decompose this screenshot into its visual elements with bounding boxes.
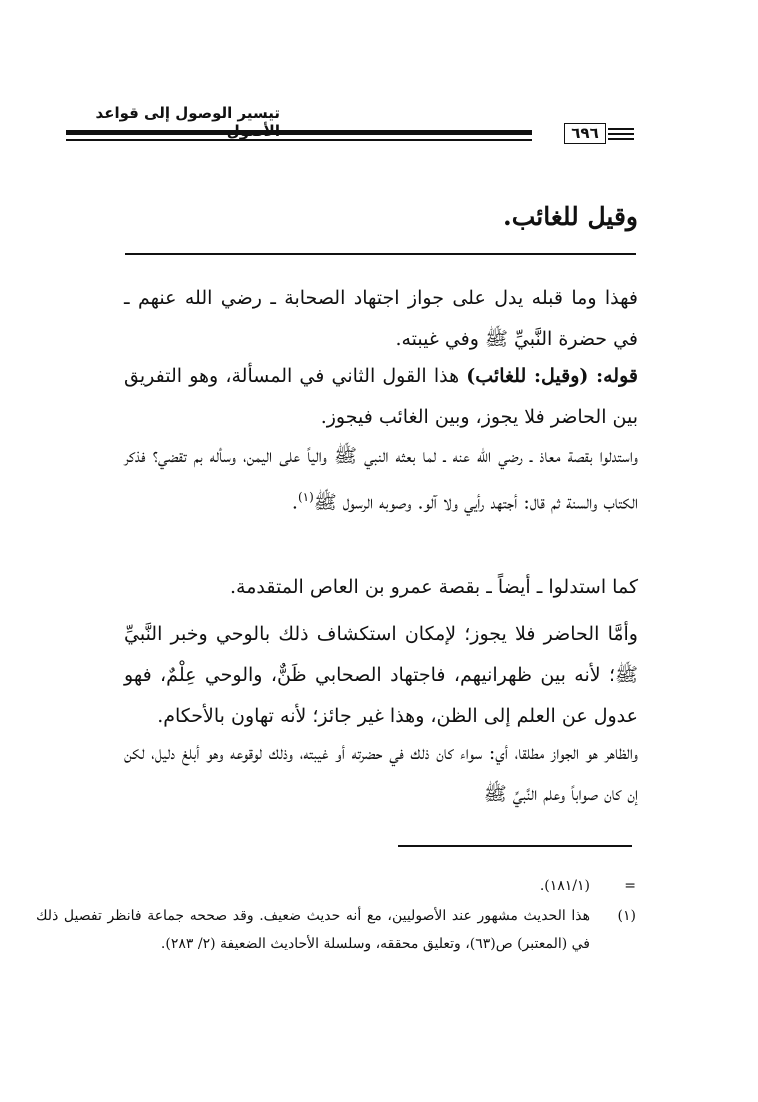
footnote-continuation-text: (١٨١/١). [539,878,590,894]
paragraph-6 [124,733,638,815]
header-rule-thick [66,130,532,135]
page-number-bar-bottom [608,138,634,140]
paragraph-5-text: وأمَّا الحاضر فلا يجوز؛ لإمكان استكشاف ذلك بالوحي وخبر النَّبيِّ ﷺ؛ لأنه بين ظهرانيهم، فاجتهاد الصحابي ظَنٌّ، والوحي عِلْمٌ، فهو عدول عن العلم إلى الظن، وهذا غير جائز؛ لأنه تهاون بالأحكام. [124,623,638,727]
paragraph-4-text: كما استدلوا ـ أيضاً ـ بقصة عمرو بن العاص المتقدمة. [230,576,638,598]
footnote-continuation [36,872,636,900]
matn-separator-rule [125,253,636,255]
paragraph-3-text: واستدلوا بقصة معاذ ـ رضي الله عنه ـ لما بعثه النبي ﷺ والياً على اليمن، وسأله بم تقضي؟ فذكر الكتاب والسنة ثم قال: أجتهد رأيي ولا آلو. وصوبه الرسول ﷺ [124,445,638,514]
footnote-marker: (١) [297,490,314,504]
page-number-bar-middle [608,133,634,135]
paragraph-4 [124,567,638,608]
footnote-continuation-mark: = [624,878,636,894]
paragraph-5 [124,614,638,737]
paragraph-1-text: فهذا وما قبله يدل على جواز اجتهاد الصحابة ـ رضي الله عنهم ـ في حضرة النَّبيِّ ﷺ وفي غيبته. [124,287,638,350]
paragraph-2 [124,356,638,438]
paragraph-2-lead: قوله: (وقيل: للغائب) [466,365,638,387]
page-number-bar-top [608,128,634,130]
page-number: ٦٩٦ [564,123,606,144]
paragraph-6-text: والظاهر هو الجواز مطلقا، أي: سواء كان ذلك في حضرته أو غيبته، وذلك لوقوعه وهو أبلغ دليل، لكن إن كان صواباً وعلم النَّبيِّ ﷺ [124,742,638,805]
footnote-1-text: هذا الحديث مشهور عند الأصوليين، مع أنه حديث ضعيف. وقد صححه جماعة فانظر تفصيل ذلك في (المعتبر) ص(٦٣)، وتعليق محققه، وسلسلة الأحاديث الضعيفة (٢/ ٢٨٣). [36,908,590,952]
footnote-1 [36,902,636,958]
paragraph-3 [124,436,638,523]
running-head-title: تيسير الوصول إلى قواعد [95,104,280,122]
footnote-separator-rule [398,845,632,847]
paragraph-1 [124,278,638,360]
paragraph-3-end: . [291,491,298,514]
matn-text: وقيل للغائب. [503,202,638,231]
header-rule-thin [66,139,532,141]
footnote-1-mark: (١) [617,908,636,924]
paragraph-2-text: هذا القول الثاني في المسألة، وهو التفريق بين الحاضر فلا يجوز، وبين الغائب فيجوز. [124,365,638,428]
